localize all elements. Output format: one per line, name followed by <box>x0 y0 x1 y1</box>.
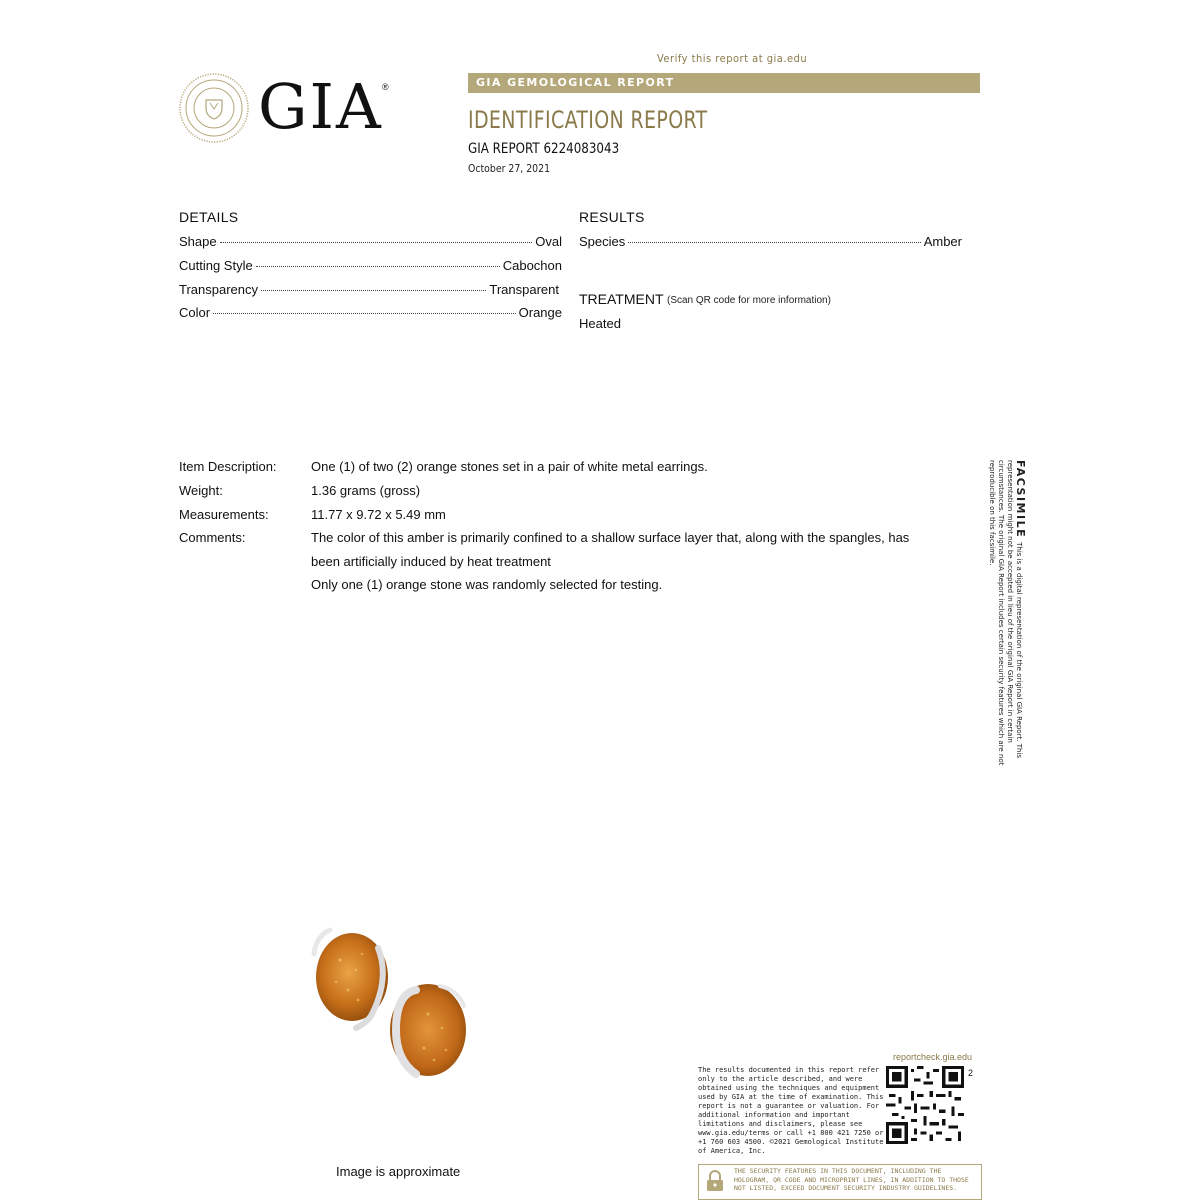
details-label: Transparency <box>179 282 258 297</box>
qr-code[interactable] <box>886 1066 964 1144</box>
details-label: Shape <box>179 234 217 249</box>
report-type-label: GIA GEMOLOGICAL REPORT <box>476 76 675 89</box>
dot-leader <box>628 242 920 243</box>
facsimile-title: FACSIMILE <box>1014 460 1027 539</box>
results-value: Amber <box>923 234 962 249</box>
treatment-label: TREATMENT <box>579 291 664 307</box>
measurements-value: 11.77 x 9.72 x 5.49 mm <box>311 507 446 522</box>
report-type-bar <box>468 73 980 93</box>
details-row-color <box>179 305 562 320</box>
lock-icon <box>705 1170 725 1192</box>
treatment-note: (Scan QR code for more information) <box>667 295 831 306</box>
report-number: GIA REPORT 6224083043 <box>468 141 620 157</box>
report-date: October 27, 2021 <box>468 162 551 175</box>
details-row-transparency <box>179 282 559 297</box>
gia-seal-logo <box>178 72 250 144</box>
details-title: DETAILS <box>179 209 239 225</box>
dot-leader <box>213 313 516 314</box>
report-title: IDENTIFICATION REPORT <box>468 106 708 134</box>
measurements-label: Measurements: <box>179 507 269 522</box>
details-value: Oval <box>535 234 562 249</box>
qr-page-number: 2 <box>968 1068 974 1078</box>
dot-leader <box>220 242 533 243</box>
item-description-value: One (1) of two (2) orange stones set in a pair of white metal earrings. <box>311 459 708 474</box>
item-description-label: Item Description: <box>179 459 277 474</box>
results-row-species <box>579 234 962 249</box>
comments-label: Comments: <box>179 530 246 545</box>
weight-label: Weight: <box>179 483 223 498</box>
details-row-cutting-style <box>179 258 562 273</box>
disclaimer-text: The results documented in this report refer only to the article described, and were obtained using the techniques and equipment used by GIA at the time of examination. This report is not a guarantee or valuation. For additional information and important limitations and disclaimers, please see www.gia.edu/terms or call +1 800 421 7250 or +1 760 603 4500. ©2021 Gemological Institute of America, Inc. <box>698 1066 884 1155</box>
facsimile-notice <box>985 460 1025 790</box>
weight-value: 1.36 grams (gross) <box>311 483 421 498</box>
registered-mark: ® <box>382 82 389 92</box>
details-value: Transparent <box>489 282 559 297</box>
details-value: Cabochon <box>502 258 562 273</box>
comments-line-1: The color of this amber is primarily confined to a shallow surface layer that, along with the spangles, has <box>311 530 910 545</box>
results-title: RESULTS <box>579 209 645 225</box>
details-label: Color <box>179 305 211 320</box>
details-row-shape <box>179 234 562 249</box>
verify-link-text[interactable]: Verify this report at gia.edu <box>657 52 808 65</box>
details-value: Orange <box>518 305 562 320</box>
security-notice-text: THE SECURITY FEATURES IN THIS DOCUMENT, INCLUDING THE HOLOGRAM, QR CODE AND MICROPRINT LINES, IN ADDITION TO THOSE NOT LISTED, EXCEED DOCUMENT SECURITY INDUSTRY GUIDELINES. <box>734 1167 969 1192</box>
treatment-value: Heated <box>579 316 621 331</box>
dot-leader <box>261 290 486 291</box>
comments-line-3: Only one (1) orange stone was randomly selected for testing. <box>311 577 663 592</box>
reportcheck-link[interactable]: reportcheck.gia.edu <box>893 1052 973 1062</box>
dot-leader <box>256 266 500 267</box>
results-label: Species <box>579 234 626 249</box>
comments-line-2: been artificially induced by heat treatment <box>311 554 551 569</box>
details-label: Cutting Style <box>179 258 253 273</box>
facsimile-text: This is a digital representation of the original GIA Report. This representation might not be accepted in lieu of the original GIA Report in certain circumstances. The original GIA Report includes certain security features which are not reproducible on this facsimile. <box>988 460 1023 766</box>
gia-logo-text: GIA <box>258 70 383 143</box>
earrings-photo <box>300 910 480 1095</box>
photo-caption: Image is approximate <box>336 1164 461 1179</box>
